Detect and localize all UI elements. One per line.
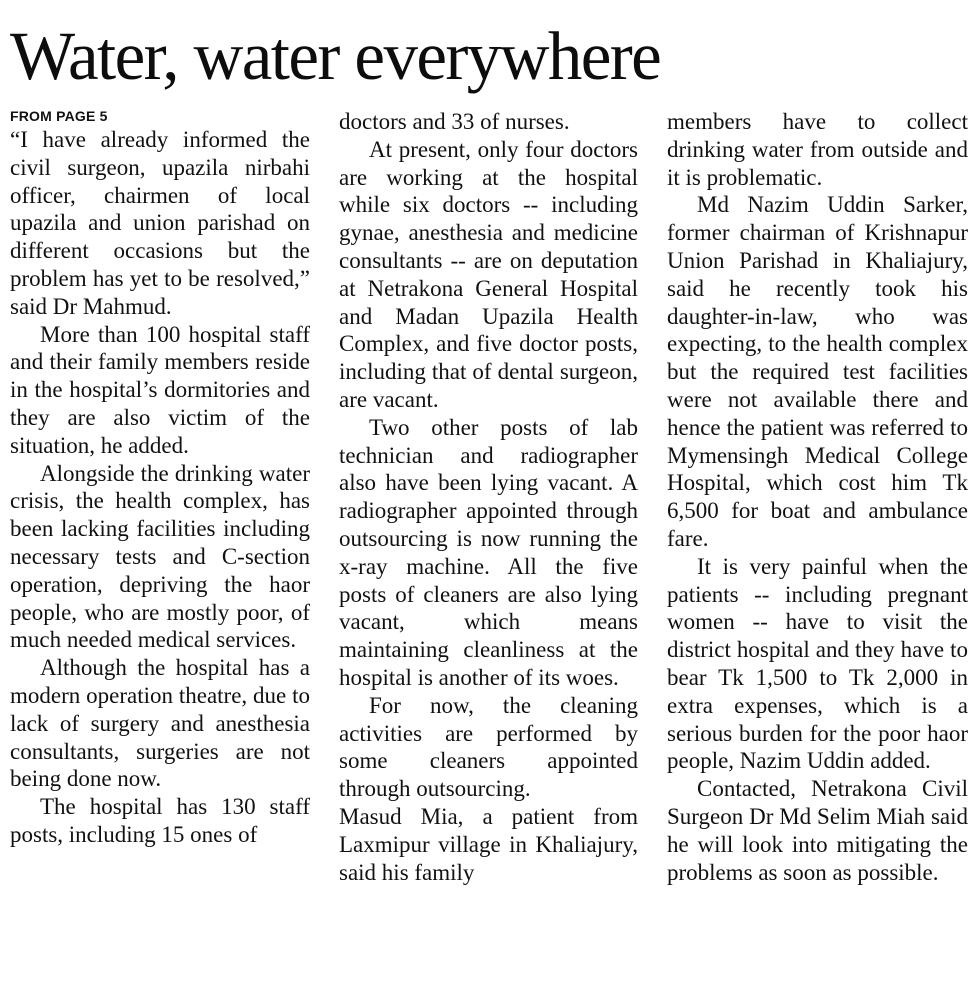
paragraph: members have to collect drinking water from outside and it is problematic. [667,109,968,190]
article-column-1 [10,106,310,849]
paragraph: For now, the cleaning activities are performed by some cleaners appointed through outsourcing. [339,692,638,802]
paragraph: Contacted, Netrakona Civil Surgeon Dr Md Selim Miah said he will look into mitigating the problems as soon as possible. [667,776,968,885]
paragraph: Masud Mia, a patient from Laxmipur village in Khaliajury, said his family [339,803,638,885]
article-column-3 [667,108,968,886]
paragraph: doctors and 33 of nurses. [339,109,570,134]
paragraph: Although the hospital has a modern operation theatre, due to lack of surgery and anesthesia consultants, surgeries are not being done now. [10,655,310,792]
paragraph: It is very painful when the patients -- including pregnant women -- have to visit the district hospital and they have to bear Tk 1,500 to Tk 2,000 in extra expenses, which is a serious burden for the poor haor people, Nazim Uddin added. [667,553,968,774]
paragraph: Alongside the drinking water crisis, the health complex, has been lacking facilities including necessary tests and C-section operation, depriving the haor people, who are mostly poor, of much needed medical services. [10,460,310,653]
paragraph: More than 100 hospital staff and their family members reside in the hospital’s dormitories and they are also victim of the situation, he added. [10,321,310,458]
paragraph: “I have already informed the civil surgeon, upazila nirbahi officer, chairmen of local upazila and union parishad on different occasions but the problem has yet to be resolved,” said Dr Mahmud. [10,127,310,319]
paragraph: The hospital has 130 staff posts, including 15 ones of [10,794,310,847]
headline: Water, water everywhere [10,18,661,94]
paragraph: Md Nazim Uddin Sarker, former chairman of Krishnapur Union Parishad in Khaliajury, said he recently took his daughter-in-law, who was expecting, to the health complex but the required test facilities were not available there and hence the patient was referred to Mymensingh Medical College Hospital, which cost him Tk 6,500 for boat and ambulance fare. [667,192,968,551]
paragraph: At present, only four doctors are working at the hospital while six doctors -- including gynae, anesthesia and medicine consultants -- are on deputation at Netrakona General Hospital and Madan Upazila Health Complex, and five doctor posts, including that of dental surgeon, are vacant. [339,136,638,412]
article-column-2 [339,108,638,886]
continued-from-label: FROM PAGE 5 [10,108,108,124]
paragraph: Two other posts of lab technician and radiographer also have been lying vacant. A radiographer appointed through outsourcing is now running the x-ray machine. All the five posts of cleaners are also lying vacant, which means maintaining cleanliness at the hospital is another of its woes. [339,414,638,690]
